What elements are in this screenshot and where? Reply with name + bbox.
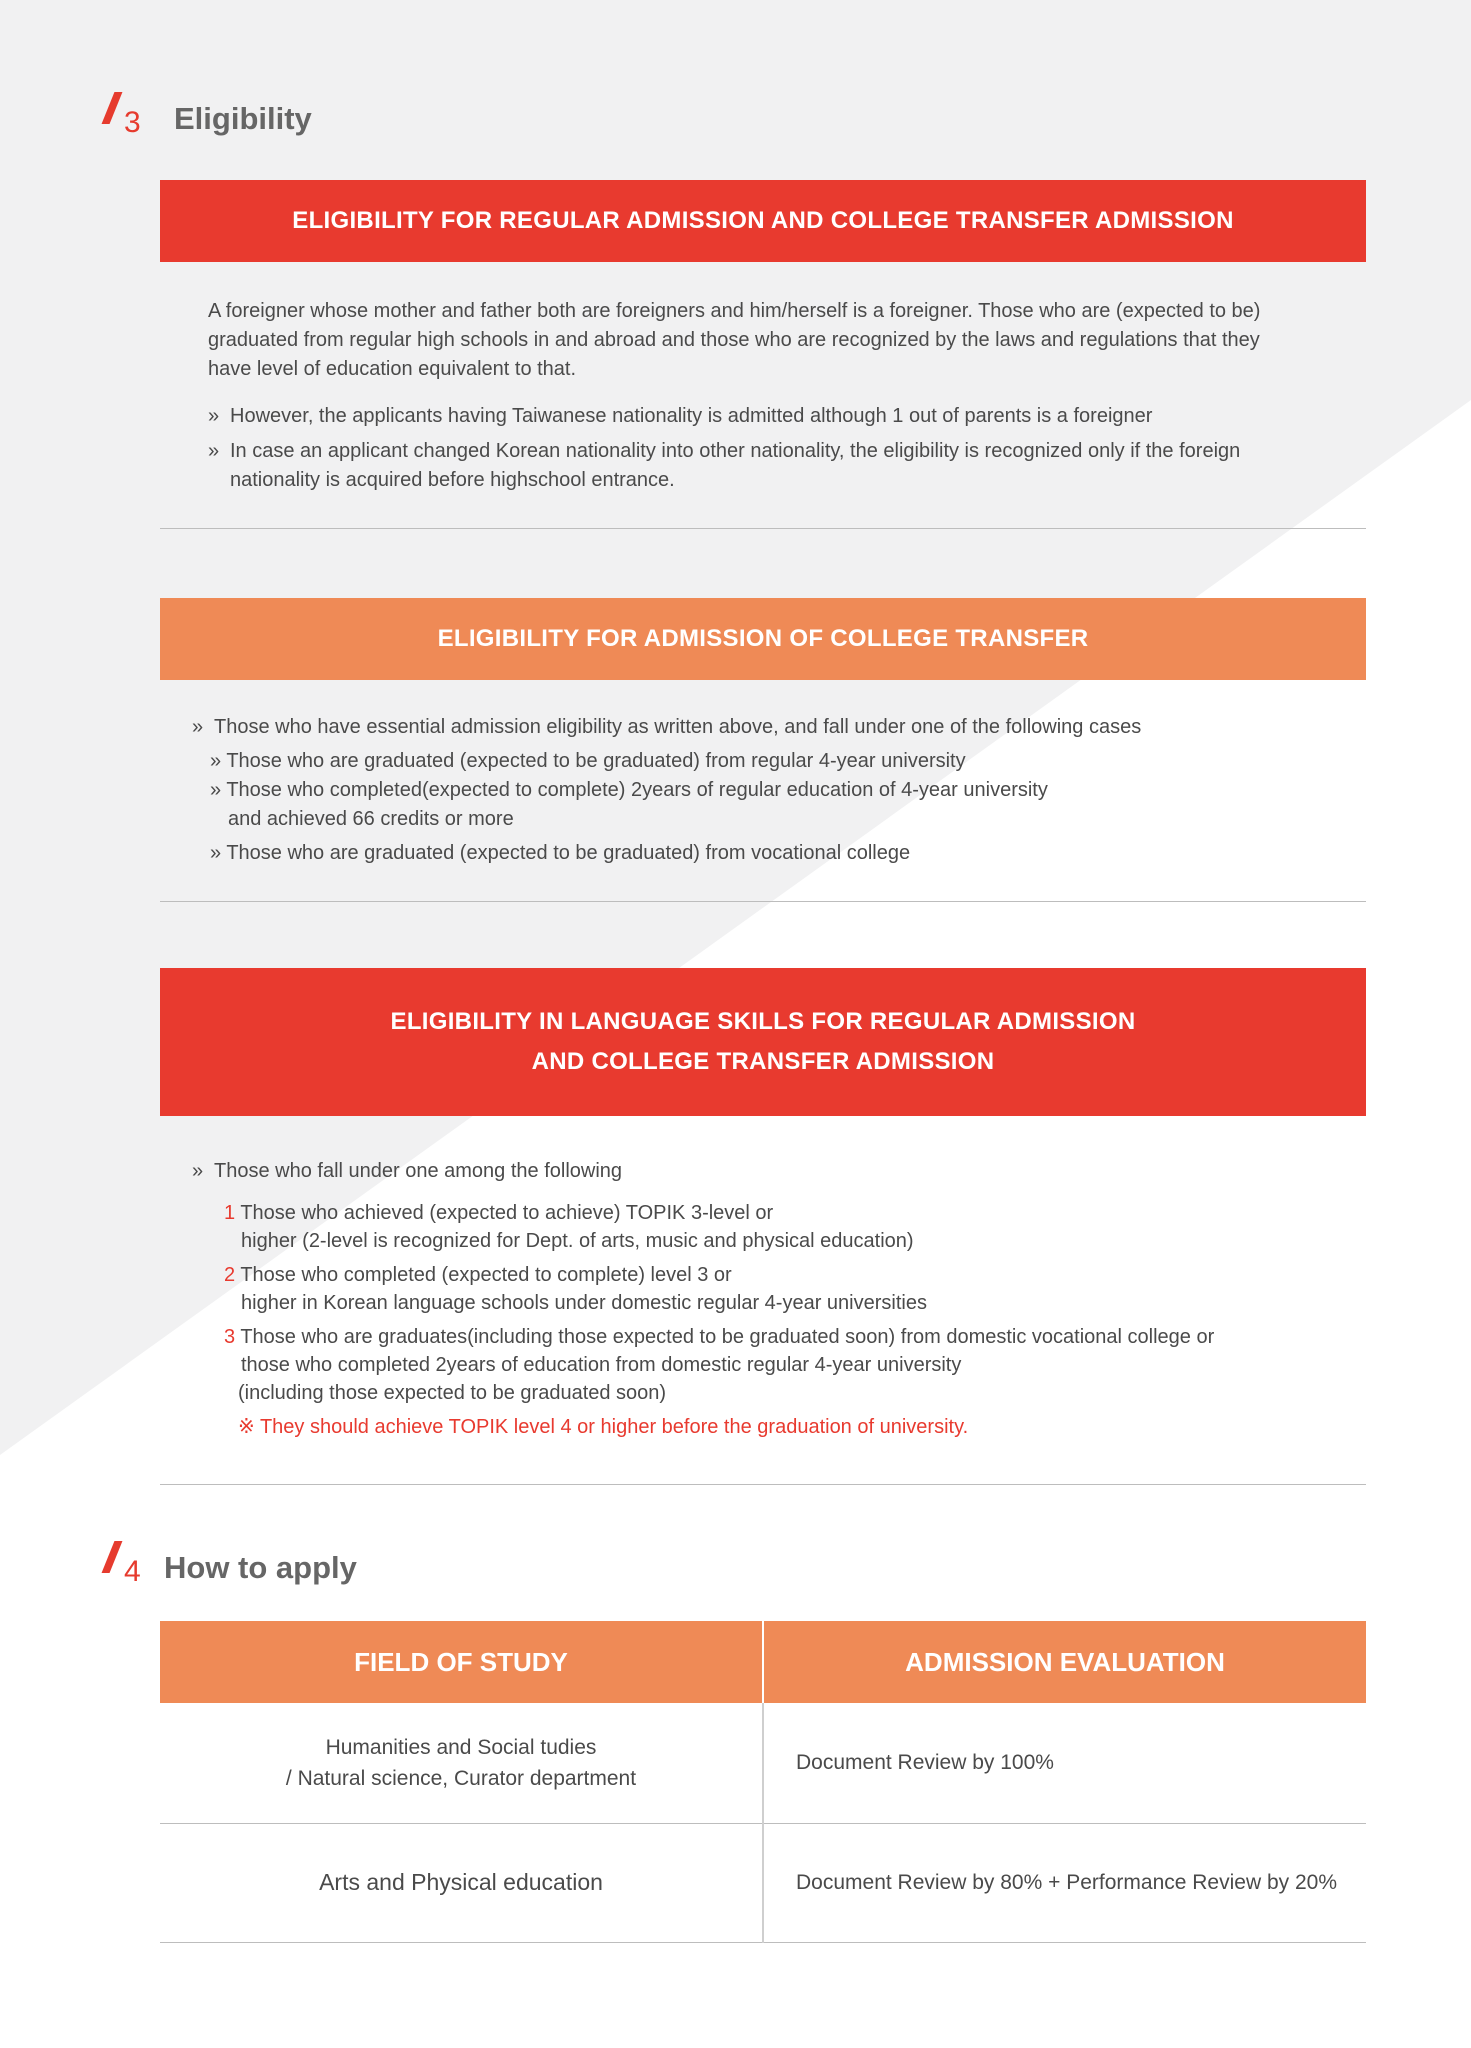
- item-continuation: higher (2-level is recognized for Dept. of arts, music and physical education): [241, 1230, 914, 1252]
- section-3-heading: [104, 92, 312, 139]
- field-cell: [160, 1703, 763, 1823]
- band-regular-admission: [160, 180, 1366, 262]
- header-field-of-study: FIELD OF STUDY: [160, 1621, 763, 1703]
- numbered-item: [192, 1199, 1342, 1255]
- item-number: 1: [224, 1202, 236, 1224]
- section-title: Eligibility: [174, 101, 312, 136]
- sub-bullet-continuation: and achieved 66 credits or more: [228, 808, 514, 830]
- band-title-line: ELIGIBILITY IN LANGUAGE SKILLS FOR REGULAR ADMISSION: [390, 1008, 1136, 1035]
- section-number-mark: [104, 1541, 148, 1588]
- divider: [160, 901, 1366, 902]
- band-language-skills: [160, 968, 1366, 1116]
- section-4-heading: [104, 1541, 357, 1588]
- table-row: [160, 1703, 1366, 1823]
- evaluation-cell: Document Review by 80% + Performance Review by 20%: [763, 1823, 1366, 1942]
- paragraph-line: have level of education equivalent to that.: [208, 358, 577, 380]
- header-admission-evaluation: ADMISSION EVALUATION: [763, 1621, 1366, 1703]
- item-text: Those who achieved (expected to achieve) TOPIK 3-level or: [240, 1202, 774, 1224]
- item-number: 2: [224, 1264, 236, 1286]
- bullet-item: [192, 1157, 1342, 1185]
- eligibility-bullets: [208, 402, 1328, 495]
- slash-mark-icon: [102, 92, 123, 124]
- section-number: 3: [124, 106, 141, 139]
- bullet-item: [208, 437, 1328, 466]
- field-line: Humanities and Social tudies: [325, 1735, 597, 1759]
- bullet-text: In case an applicant changed Korean nationality into other nationality, the eligibility is recognized only if the foreign: [230, 440, 1241, 462]
- item-text: Those who are graduates(including those expected to be graduated soon) from domestic vocational college or: [240, 1326, 1215, 1348]
- evaluation-cell: Document Review by 100%: [763, 1703, 1366, 1823]
- bullet-text: Those who fall under one among the following: [214, 1160, 623, 1182]
- numbered-item: [192, 1323, 1342, 1407]
- sub-bullet: » Those who are graduated (expected to be graduated) from regular 4-year university: [210, 750, 966, 772]
- bullet-continuation: nationality is acquired before highschool entrance.: [230, 469, 675, 491]
- eligibility-paragraph: [208, 297, 1328, 384]
- table-header-row: [160, 1621, 1366, 1703]
- numbered-item: [192, 1261, 1342, 1317]
- field-line: / Natural science, Curator department: [285, 1766, 637, 1790]
- bullet-mark-icon: »: [208, 440, 220, 462]
- item-text: Those who completed (expected to complete) level 3 or: [240, 1264, 732, 1286]
- bullet-mark-icon: »: [192, 1160, 204, 1182]
- item-continuation: (including those expected to be graduated soon): [238, 1382, 667, 1404]
- slash-mark-icon: [102, 1541, 123, 1573]
- divider: [160, 1484, 1366, 1485]
- paragraph-line: A foreigner whose mother and father both are foreigners and him/herself is a foreigner. Those who are (expected to be): [208, 300, 1261, 322]
- band-title: ELIGIBILITY FOR REGULAR ADMISSION AND COLLEGE TRANSFER ADMISSION: [292, 207, 1234, 234]
- bullet-item: [192, 713, 1332, 742]
- section-title: How to apply: [164, 1550, 357, 1585]
- sub-bullet: » Those who are graduated (expected to be graduated) from vocational college: [210, 842, 911, 864]
- language-eligibility-list: [192, 1157, 1342, 1441]
- item-number: 3: [224, 1326, 236, 1348]
- bullet-mark-icon: »: [192, 716, 204, 738]
- paragraph-line: graduated from regular high schools in and abroad and those who are recognized by the laws and regulations that they: [208, 329, 1260, 351]
- band-college-transfer: [160, 598, 1366, 680]
- sub-bullet: » Those who completed(expected to complete) 2years of regular education of 4-year university: [210, 779, 1048, 801]
- field-cell: Arts and Physical education: [160, 1823, 763, 1942]
- band-title-line: AND COLLEGE TRANSFER ADMISSION: [531, 1048, 995, 1075]
- transfer-eligibility-list: [192, 713, 1332, 868]
- section-number-mark: [104, 92, 148, 139]
- table-row: [160, 1823, 1366, 1942]
- band-title: [391, 1002, 1136, 1082]
- how-to-apply-table: [160, 1621, 1366, 1943]
- divider: [160, 528, 1366, 529]
- bullet-text: However, the applicants having Taiwanese nationality is admitted although 1 out of parents is a foreigner: [230, 405, 1153, 427]
- band-title: ELIGIBILITY FOR ADMISSION OF COLLEGE TRANSFER: [437, 625, 1089, 652]
- bullet-text: Those who have essential admission eligibility as written above, and fall under one of the following cases: [214, 716, 1142, 738]
- topik-note: ※ They should achieve TOPIK level 4 or higher before the graduation of university.: [238, 1416, 969, 1438]
- bullet-mark-icon: »: [208, 405, 220, 427]
- bullet-item: [208, 402, 1328, 431]
- item-continuation: higher in Korean language schools under domestic regular 4-year universities: [241, 1292, 927, 1314]
- section-number: 4: [124, 1555, 141, 1588]
- item-continuation: those who completed 2years of education from domestic regular 4-year university: [241, 1354, 962, 1376]
